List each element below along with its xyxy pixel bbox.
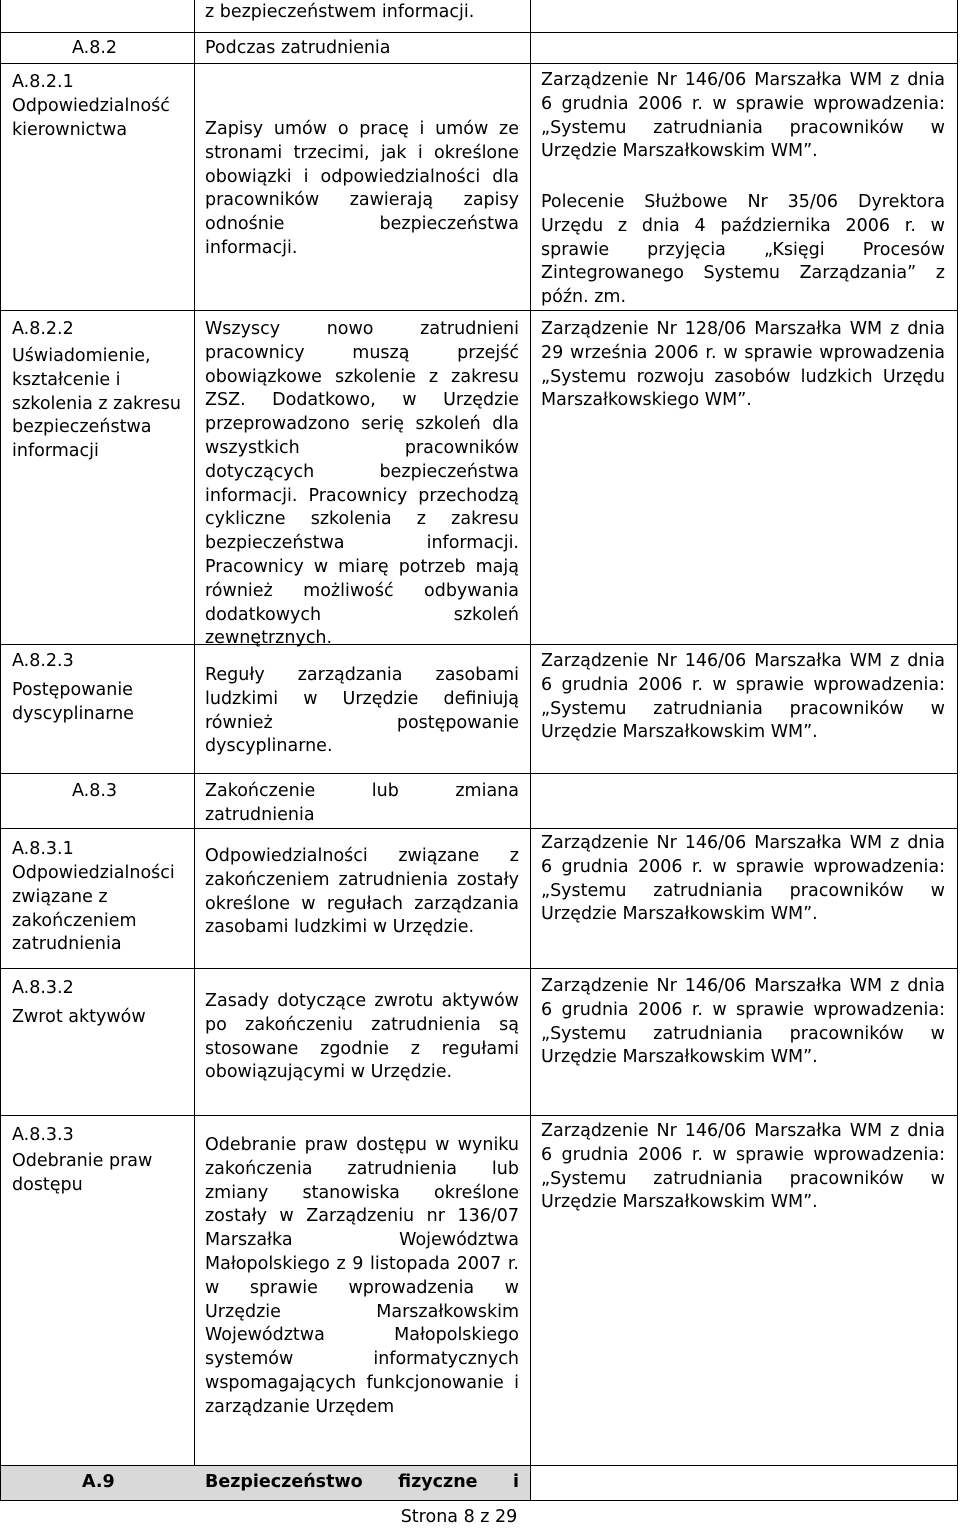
control-description: Zasady dotyczące zwrotu aktywów po zakończeniu zatrudnienia są stosowane zgodnie z regułami obowiązującymi w Urzędzie. (205, 991, 519, 1083)
section-a83-title: Zakończenie lub zmiana zatrudnienia (205, 781, 519, 825)
control-description: Zapisy umów o pracę i umów ze stronami trzecimi, jak i określone obowiązki i odpowiedzialności dla pracowników zawierają zapisy odnośnie bezpieczeństwa informacji. (205, 119, 519, 258)
rule-bottom (0, 1500, 958, 1501)
control-label: Postępowanie dyscyplinarne (12, 680, 134, 724)
rule-a83-bottom (0, 828, 958, 829)
control-number: A.8.2.3 (12, 651, 74, 671)
control-description: Reguły zarządzania zasobami ludzkimi w Urzędzie definiują również postępowanie dyscyplinarne. (205, 665, 519, 757)
control-description: Odebranie praw dostępu w wyniku zakończenia zatrudnienia lub zmiany stanowiska określone zostały w Zarządzeniu nr 136/07 Marszałka Województwa Małopolskiego z 9 listopada 2007 r. w sprawie wprowadzenia w Urzędzie Marszałkowskim Województwa Małopolskiego systemów informatycznych wspomagających funkcjonowanie i zarządzanie Urzędem (205, 1135, 519, 1417)
control-description: Odpowiedzialności związane z zakończeniem zatrudnienia zostały określone w regułach zarządzania zasobami ludzkimi w Urzędzie. (205, 846, 519, 938)
control-number: A.8.3.2 (12, 978, 74, 998)
control-reference: Polecenie Służbowe Nr 35/06 Dyrektora Urzędu z dnia 4 października 2006 r. w sprawie przyjęcia „Księgi Procesów Zintegrowanego Systemu Zarządzania” z późn. zm. (541, 192, 945, 308)
control-reference: Zarządzenie Nr 146/06 Marszałka WM z dnia 6 grudnia 2006 r. w sprawie wprowadzenia: „Systemu zatrudniania pracowników w Urzędzie Marszałkowskim WM”. (541, 70, 945, 162)
control-description: Wszyscy nowo zatrudnieni pracownicy muszą przejść obowiązkowe szkolenie z zakresu ZSZ. Dodatkowo, w Urzędzie przeprowadzono serię szkoleń dla wszystkich pracowników dotyczących bezpieczeństwa informacji. Pracownicy przechodzą cykliczne szkolenia z zakresu bezpieczeństwa informacji. Pracownicy w miarę potrzeb mają również możliwość odbywania dodatkowych szkoleń zewnętrznych. (205, 319, 519, 649)
continued-text: z bezpieczeństwem informacji. (205, 2, 475, 22)
control-reference: Zarządzenie Nr 146/06 Marszałka WM z dnia 6 grudnia 2006 r. w sprawie wprowadzenia: „Systemu zatrudniania pracowników w Urzędzie Marszałkowskim WM”. (541, 833, 945, 925)
control-number: A.8.3.1 (12, 839, 74, 859)
table-border-right (957, 0, 958, 1500)
section-a9-title: Bezpieczeństwo fizyczne i (205, 1472, 519, 1492)
column-divider-2 (530, 0, 531, 1500)
table-border-left (0, 0, 1, 1500)
control-reference: Zarządzenie Nr 146/06 Marszałka WM z dnia 6 grudnia 2006 r. w sprawie wprowadzenia: „Systemu zatrudniania pracowników w Urzędzie Marszałkowskim WM”. (541, 976, 945, 1068)
rule-a82-bottom (0, 63, 958, 64)
control-label: Odebranie praw dostępu (12, 1151, 153, 1195)
section-a83-number: A.8.3 (72, 781, 118, 801)
control-reference: Zarządzenie Nr 128/06 Marszałka WM z dnia 29 września 2006 r. w sprawie wprowadzenia „Systemu rozwoju zasobów ludzkich Urzędu Marszałkowskiego WM”. (541, 319, 945, 411)
rule-r831-bottom (0, 968, 958, 969)
control-label: Uświadomienie, kształcenie i szkolenia z zakresu bezpieczeństwa informacji (12, 346, 181, 462)
section-a9-number: A.9 (82, 1472, 115, 1492)
page-number: Strona 8 z 29 (400, 1507, 518, 1527)
control-label: Odpowiedzialność kierownictwa (12, 96, 170, 140)
control-reference: Zarządzenie Nr 146/06 Marszałka WM z dnia 6 grudnia 2006 r. w sprawie wprowadzenia: „Systemu zatrudniania pracowników w Urzędzie Marszałkowskim WM”. (541, 651, 945, 743)
control-reference: Zarządzenie Nr 146/06 Marszałka WM z dnia 6 grudnia 2006 r. w sprawie wprowadzenia: „Systemu zatrudniania pracowników w Urzędzie Marszałkowskim WM”. (541, 1121, 945, 1213)
rule-top (0, 32, 958, 33)
section-a82-number: A.8.2 (72, 38, 118, 58)
column-divider-1 (194, 0, 195, 1500)
control-number: A.8.2.2 (12, 319, 74, 339)
control-number: A.8.2.1 (12, 72, 74, 92)
rule-r821-bottom (0, 310, 958, 311)
control-label: Zwrot aktywów (12, 1007, 146, 1027)
section-a82-title: Podczas zatrudnienia (205, 38, 391, 58)
control-label: Odpowiedzialności związane z zakończeniem zatrudnienia (12, 863, 175, 955)
control-number: A.8.3.3 (12, 1125, 74, 1145)
rule-r832-bottom (0, 1115, 958, 1116)
rule-r823-bottom (0, 773, 958, 774)
